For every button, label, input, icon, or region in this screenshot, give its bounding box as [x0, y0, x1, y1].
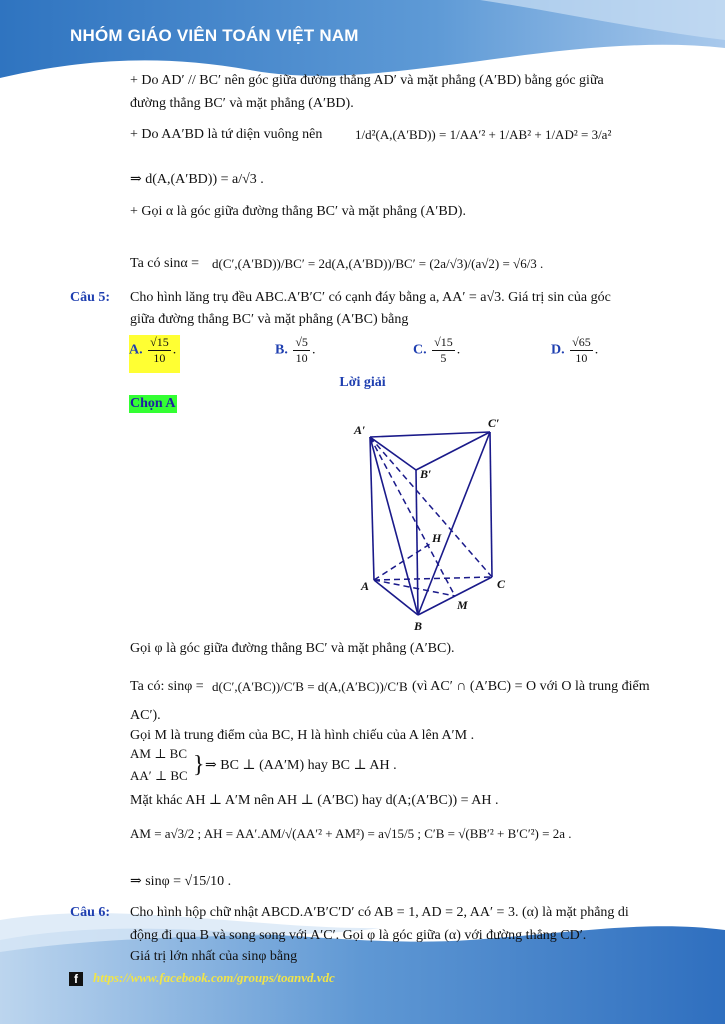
- text-line: + Gọi α là góc giữa đường thẳng BC′ và mặt phẳng (A′BD).: [130, 204, 466, 219]
- option-value: $\frac{√15}{10}$: [150, 335, 169, 365]
- formula: d(C′,(A′BD))/BC′ = 2d(A,(A′BD))/BC′ = (2a/√3)/(a√2) = √6/3 .: [212, 256, 544, 271]
- edge-a1-m: [370, 437, 455, 596]
- question-text: Cho hình lăng trụ đều ABC.A′B′C′ có cạnh đáy bằng a, AA′ = a√3. Giá trị sin của góc: [130, 290, 611, 305]
- label-m: M: [457, 598, 468, 612]
- formula: ⇒ BC ⊥ (AA′M) hay BC ⊥ AH .: [205, 758, 397, 773]
- formula: AM = a√3/2 ; AH = AA′.AM/√(AA′² + AM²) = a√15/5 ; C′B = √(BB′² + B′C′²) = 2a .: [130, 826, 572, 841]
- formula: AA′ ⊥ BC: [130, 768, 188, 783]
- formula: ⇒ sinφ = √15/10 .: [130, 874, 232, 889]
- text-line: (vì AC′ ∩ (A′BC) = O với O là trung điểm: [412, 679, 650, 694]
- text-line: + Do AA′BD là tứ diện vuông nên: [130, 127, 323, 142]
- question-text: giữa đường thẳng BC′ và mặt phẳng (A′BC) bằng: [130, 312, 409, 327]
- text-line: + Do AD′ // BC′ nên góc giữa đường thẳng AD′ và mặt phẳng (A′BD) bằng góc giữa: [130, 73, 604, 88]
- option-letter: D.: [551, 342, 565, 358]
- question-text: Giá trị lớn nhất của sinφ bằng: [130, 949, 298, 964]
- question-text: động đi qua B và song song với A′C′. Gọi φ là góc giữa (α) với đường thẳng CD′.: [130, 928, 587, 943]
- option-value: $\frac{√65}{10}$: [572, 335, 591, 365]
- option-value: $\frac{√5}{10}$: [295, 335, 308, 365]
- label-b-prime: B′: [420, 467, 432, 481]
- text-line: Gọi M là trung điểm của BC, H là hình chiếu của A lên A′M .: [130, 728, 475, 743]
- solution-title: Lời giải: [339, 375, 386, 390]
- option-b: B. $\frac{√5}{10}$ .: [275, 335, 316, 365]
- label-c: C: [497, 577, 506, 591]
- option-a: A. $\frac{√15}{10}$ .: [129, 335, 180, 373]
- text-line: Ta có: sinφ =: [130, 679, 204, 694]
- question-label: Câu 5:: [70, 290, 111, 305]
- label-c-prime: C′: [488, 416, 500, 430]
- text-line: Ta có sinα =: [130, 256, 200, 271]
- label-a: A: [361, 579, 370, 593]
- label-b: B: [414, 619, 423, 633]
- formula: 1/d²(A,(A′BD)) = 1/AA′² + 1/AB² + 1/AD² = 3/a²: [355, 127, 612, 142]
- text-line: AC′).: [130, 708, 161, 723]
- answer-choice: Chọn A: [130, 396, 176, 411]
- edge-a-a1: [370, 437, 374, 580]
- edge-a-h: [374, 544, 430, 580]
- edge-a1-c1: [370, 432, 490, 437]
- prism-figure: [348, 412, 518, 637]
- facebook-group-link[interactable]: https://www.facebook.com/groups/toanvd.vdc: [93, 970, 335, 985]
- text-line: Gọi φ là góc giữa đường thẳng BC′ và mặt phẳng (A′BC).: [130, 641, 455, 656]
- label-a-prime: A′: [354, 423, 366, 437]
- option-value: $\frac{√15}{5}$: [434, 335, 453, 365]
- text-line: đường thẳng BC′ và mặt phẳng (A′BD).: [130, 96, 354, 111]
- brace-symbol: }: [193, 752, 205, 778]
- edge-a-m: [374, 580, 455, 596]
- formula: ⇒ d(A,(A′BD)) = a/√3 .: [130, 172, 264, 187]
- edge-a-b: [374, 580, 418, 615]
- edge-b1-c1: [416, 432, 490, 470]
- text-line: Mặt khác AH ⊥ A′M nên AH ⊥ (A′BC) hay d(A;(A′BC)) = AH .: [130, 793, 499, 808]
- formula: d(C′,(A′BC))/C′B = d(A,(A′BC))/C′B: [212, 679, 408, 694]
- option-letter: A.: [129, 342, 143, 358]
- question-label: Câu 6:: [70, 905, 111, 920]
- option-letter: B.: [275, 342, 288, 358]
- option-c: C. $\frac{√15}{5}$ .: [413, 335, 461, 365]
- formula: AM ⊥ BC: [130, 746, 188, 761]
- edge-c1-b: [418, 432, 490, 615]
- facebook-icon[interactable]: f: [69, 972, 83, 986]
- edge-c-c1: [490, 432, 492, 577]
- question-text: Cho hình hộp chữ nhật ABCD.A′B′C′D′ có AB = 1, AD = 2, AA′ = 3. (α) là mặt phẳng di: [130, 905, 629, 920]
- option-letter: C.: [413, 342, 427, 358]
- header-title: NHÓM GIÁO VIÊN TOÁN VIỆT NAM: [70, 26, 359, 45]
- label-h: H: [432, 531, 442, 545]
- option-d: D. $\frac{√65}{10}$ .: [551, 335, 599, 365]
